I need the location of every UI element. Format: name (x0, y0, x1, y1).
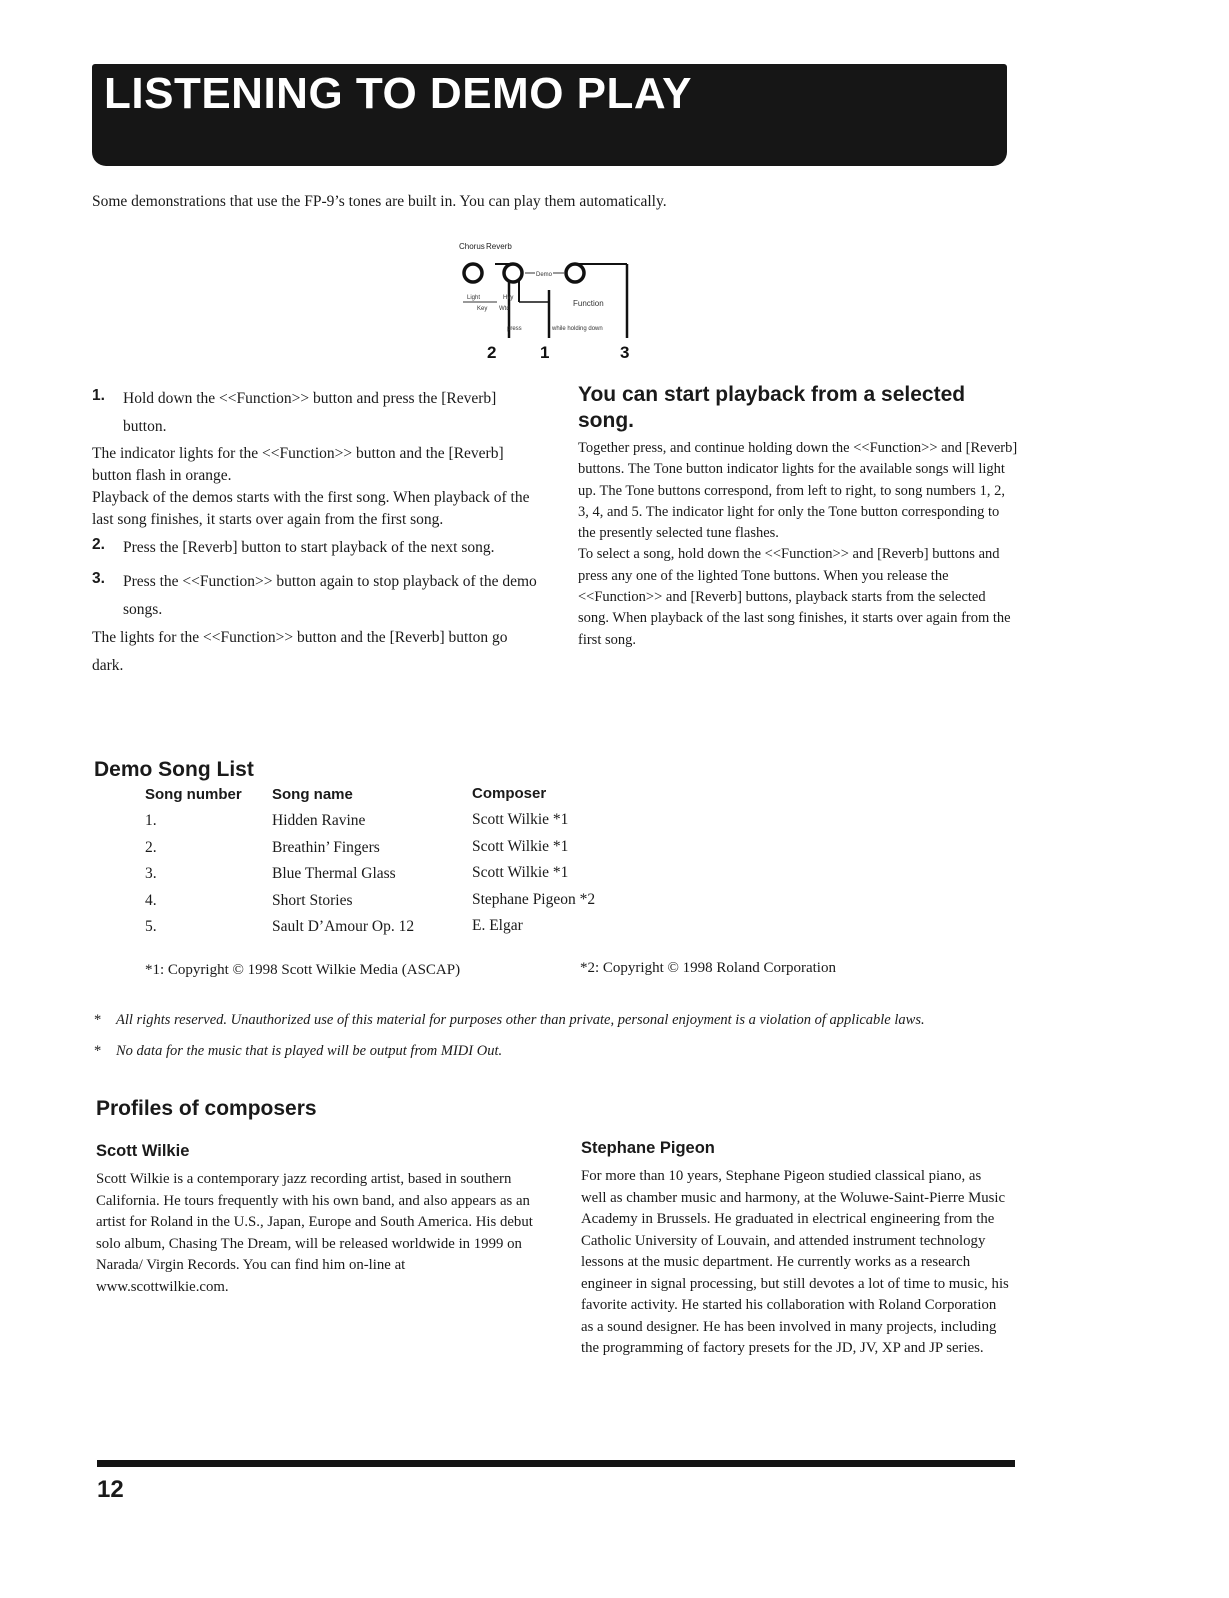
note-midi-out (94, 1043, 502, 1060)
profiles-heading: Profiles of composers (96, 1097, 317, 1120)
diagram-label-key: Key (477, 306, 488, 312)
chorus-button-icon (464, 264, 482, 282)
table-cell-number: 2. (145, 839, 157, 856)
table-cell-number: 1. (145, 812, 157, 829)
step-number: 3. (92, 570, 105, 587)
selected-song-heading: You can start playback from a selected song. (578, 383, 966, 432)
profile-name: Scott Wilkie (96, 1142, 190, 1160)
table-cell-song: Blue Thermal Glass (272, 865, 396, 882)
table-cell-composer: Scott Wilkie *1 (472, 811, 569, 828)
diagram-number-2: 2 (487, 343, 497, 362)
diagram-label-chorus: Chorus (459, 242, 485, 251)
step-number: 2. (92, 536, 105, 553)
button-diagram (455, 236, 640, 364)
table-cell-number: 3. (145, 865, 157, 882)
step-1-note: The indicator lights for the <<Function>> button and the [Reverb] button flash in orange. (92, 445, 504, 484)
page-title: LISTENING TO DEMO PLAY (104, 69, 692, 118)
note-bullet: * (94, 1043, 102, 1059)
selected-song-para-1: Together press, and continue holding down the <<Function>> and [Reverb] buttons. The Tone button indicator lights for the available songs will light up. The Tone buttons correspond, from left to right, to song numbers 1, 2, 3, 4, and 5. The indicator light for only the Tone button corresponding to the presently selected tune flashes. (578, 440, 1018, 542)
profile-stephane-pigeon (581, 1139, 1009, 1360)
steps-column (92, 385, 542, 680)
note-bullet: * (94, 1012, 102, 1028)
footer-rule (97, 1460, 1015, 1467)
diagram-label-reverb: Reverb (486, 242, 512, 251)
profile-body: Scott Wilkie is a contemporary jazz recording artist, based in southern California. He tours frequently with his own band, and also appears as an artist for Roland in the U.S., Japan, Europe and South America. His debut solo album, Chasing The Dream, will be released worldwide in 1999 on Narada/ Virgin Records. You can find him on-line at www.scottwilkie.com. (96, 1171, 533, 1295)
diagram-label-function: Function (573, 299, 604, 308)
diagram-label-demo: Demo (536, 272, 553, 278)
diagram-label-while-holding: while holding down (552, 326, 603, 332)
table-cell-number: 5. (145, 918, 157, 935)
page-number: 12 (97, 1476, 124, 1503)
profile-name: Stephane Pigeon (581, 1139, 715, 1157)
function-button-icon (566, 264, 584, 282)
column-header-song-number: Song number (145, 786, 242, 803)
step-number: 1. (92, 387, 105, 404)
step-2 (92, 534, 542, 562)
copyright-footnote-2: *2: Copyright © 1998 Roland Corporation (580, 960, 836, 976)
column-header-composer: Composer (472, 785, 547, 802)
diagram-label-light: Light (467, 295, 481, 301)
step-text: Press the [Reverb] button to start playback of the next song. (123, 539, 495, 556)
table-cell-composer: Scott Wilkie *1 (472, 864, 569, 881)
diagram-number-3: 3 (620, 343, 630, 362)
table-cell-composer: Stephane Pigeon *2 (472, 891, 596, 908)
diagram-number-1: 1 (540, 343, 550, 362)
copyright-footnote-1: *1: Copyright © 1998 Scott Wilkie Media (ASCAP) (145, 962, 461, 978)
column-header-song-name: Song name (272, 786, 353, 803)
table-cell-song: Hidden Ravine (272, 812, 366, 829)
table-cell-song: Breathin’ Fingers (272, 839, 380, 856)
table-cell-song: Sault D’Amour Op. 12 (272, 918, 415, 935)
step-3-note: The lights for the <<Function>> button and the [Reverb] button go dark. (92, 629, 508, 674)
step-1-note-2: Playback of the demos starts with the first song. When playback of the last song finishes, it starts over again from the first song. (92, 489, 530, 528)
note-rights-reserved (94, 1012, 925, 1029)
demo-song-list-heading: Demo Song List (94, 758, 254, 781)
diagram-label-hvy: Hvy (503, 295, 514, 301)
profile-scott-wilkie (96, 1142, 536, 1298)
step-3 (92, 568, 542, 624)
diagram-label-weighted: Wtd (499, 306, 510, 312)
intro-text: Some demonstrations that use the FP-9’s tones are built in. You can play them automatically. (92, 193, 667, 210)
step-text: Hold down the <<Function>> button and press the [Reverb] button. (123, 390, 497, 435)
table-cell-song: Short Stories (272, 892, 353, 909)
selected-song-section (578, 382, 1018, 651)
table-cell-number: 4. (145, 892, 157, 909)
step-1 (92, 385, 542, 441)
profile-body: For more than 10 years, Stephane Pigeon studied classical piano, as well as chamber music and harmony, at the Woluwe-Saint-Pierre Music Academy in Brussels. He graduated in electrical engineering from the Catholic University of Louvain, and attended instrument technology lessons at the music department. He currently works as a research engineer in signal processing, but still devotes a lot of time to music, his favorite activity. He started his collaboration with Roland Corporation as a sound designer. He has been involved in many projects, including the programming of factory presets for the JD, JV, XP and JP series. (581, 1168, 1009, 1356)
note-text: No data for the music that is played will be output from MIDI Out. (116, 1043, 503, 1059)
table-cell-composer: Scott Wilkie *1 (472, 838, 569, 855)
reverb-button-icon (504, 264, 522, 282)
step-text: Press the <<Function>> button again to stop playback of the demo songs. (123, 573, 537, 618)
diagram-label-press: press (507, 326, 522, 332)
selected-song-para-2: To select a song, hold down the <<Function>> and [Reverb] buttons and press any one of the lighted Tone buttons. When you release the <<Function>> and [Reverb] buttons, playback starts from the selected song. When playback of the last song finishes, it starts over again from the first song. (578, 546, 1011, 648)
note-text: All rights reserved. Unauthorized use of this material for purposes other than private, personal enjoyment is a violation of applicable laws. (116, 1012, 925, 1028)
table-cell-composer: E. Elgar (472, 917, 523, 934)
